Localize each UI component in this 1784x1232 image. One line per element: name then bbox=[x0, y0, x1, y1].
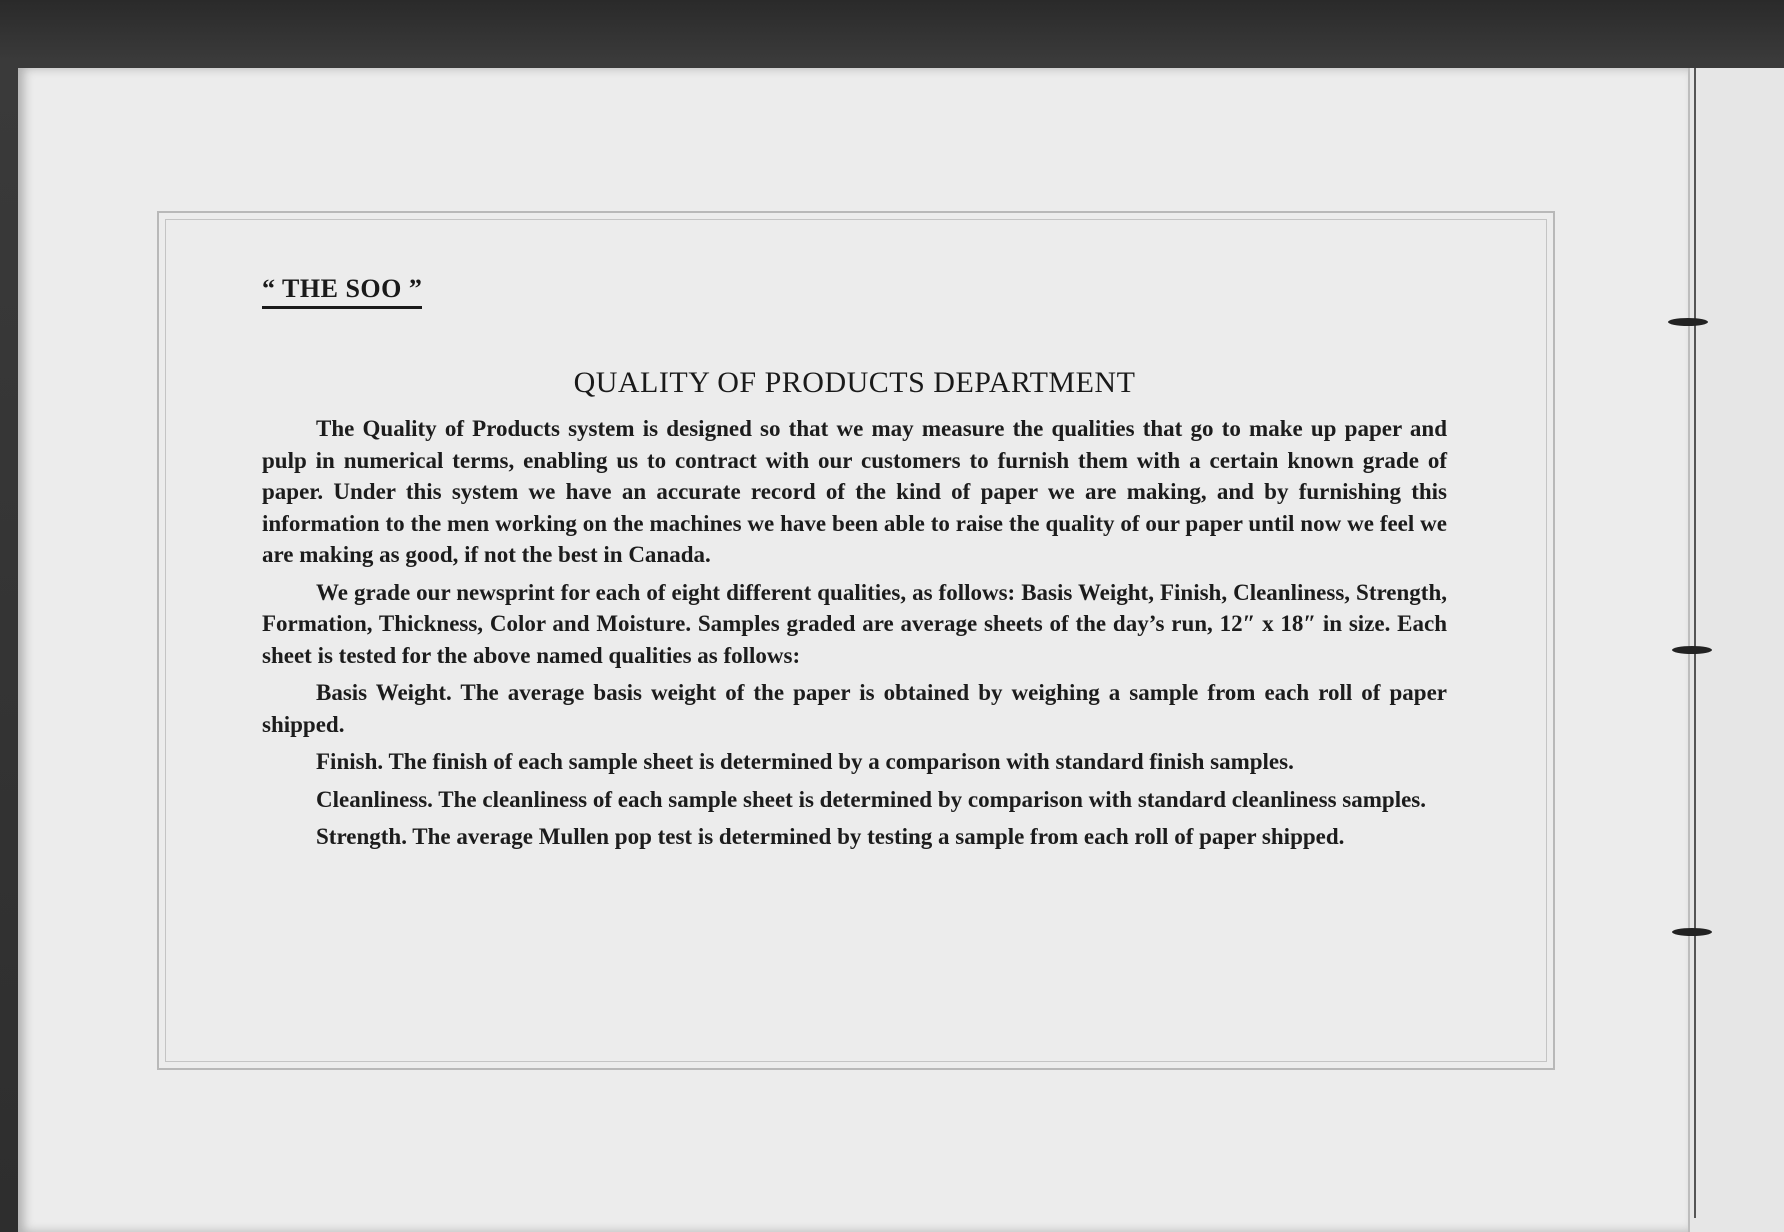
paragraph-grading: We grade our newsprint for each of eight different qualities, as follows: Basis Weight, Finish, Cleanliness, Strength, Formation, Thickness, Color and Moisture. Samples graded are average sheets of the day’s run, 12″ x 18″ in size. Each sheet is tested for the above named qualities as follows: bbox=[262, 579, 1447, 668]
paragraph-intro: The Quality of Products system is designed so that we may measure the qualities that go to make up paper and pulp in numerical terms, enabling us to contract with our customers to furnish them with a certain known grade of paper. Under this system we have an accurate record of the kind of paper we are making, and by furnishing this information to the men working on the machines we have been able to raise the quality of our paper until now we feel we are making as good, if not the best in Canada. bbox=[262, 416, 1447, 567]
binding-stitch bbox=[1668, 318, 1708, 326]
paragraph-strength: Strength. The average Mullen pop test is determined by testing a sample from each roll of paper shipped. bbox=[316, 824, 1345, 849]
binding-stitch bbox=[1672, 928, 1712, 936]
paragraph-basis-weight: Basis Weight. The average basis weight of the paper is obtained by weighing a sample from each roll of paper shipped. bbox=[262, 680, 1447, 737]
running-head: “ THE SOO ” bbox=[262, 274, 422, 309]
body-text bbox=[262, 413, 1447, 858]
paragraph-cleanliness: Cleanliness. The cleanliness of each sample sheet is determined by comparison with standard cleanliness samples. bbox=[316, 786, 1426, 812]
binding-stitch-line bbox=[1694, 68, 1696, 1218]
department-heading: QUALITY OF PRODUCTS DEPARTMENT bbox=[573, 366, 1136, 399]
binding-stitch bbox=[1672, 646, 1712, 654]
paragraph-finish: Finish. The finish of each sample sheet is determined by a comparison with standard finish samples. bbox=[316, 749, 1294, 774]
